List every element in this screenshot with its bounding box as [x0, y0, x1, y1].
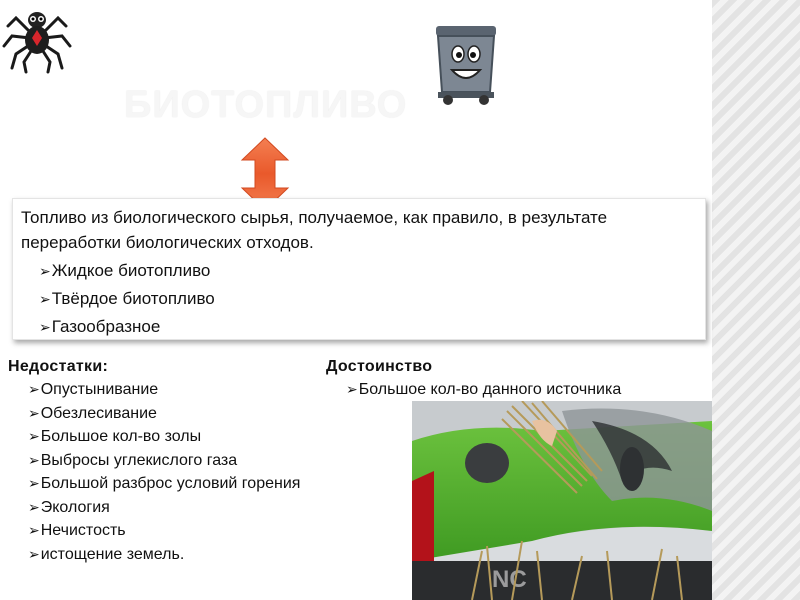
bullet-arrow-icon: ➢: [28, 451, 40, 468]
disadvantages-heading: Недостатки:: [8, 358, 109, 375]
definition-text: Топливо из биологического сырья, получаемое, как правило, в результате переработки биологических отходов.: [21, 208, 608, 252]
disadvantages-section: [8, 356, 308, 566]
list-item: ➢Большой разброс условий горения: [28, 475, 301, 492]
advantages-list: [346, 378, 716, 402]
decorative-stripe: [712, 0, 800, 600]
bullet-arrow-icon: ➢: [346, 381, 358, 397]
list-item: ➢Опустынивание: [28, 381, 159, 398]
bullet-arrow-icon: ➢: [28, 522, 40, 538]
disadvantages-list: [28, 378, 308, 566]
definition-box: [12, 198, 706, 340]
trash-can-robot-icon: [428, 20, 504, 106]
bullet-arrow-icon: ➢: [28, 475, 40, 491]
list-item: ➢Жидкое биотопливо: [39, 261, 211, 280]
list-item: ➢Обезлесивание: [28, 404, 157, 422]
bullet-arrow-icon: ➢: [39, 291, 51, 307]
advantages-heading: Достоинство: [326, 358, 433, 375]
list-item: ➢Экология: [28, 498, 110, 516]
advantages-section: [326, 356, 716, 402]
bullet-arrow-icon: ➢: [28, 381, 40, 397]
list-item: ➢Твёрдое биотопливо: [39, 289, 215, 308]
svg-text:NC: NC: [492, 566, 527, 593]
list-item: ➢истощение земель.: [28, 545, 185, 563]
bullet-arrow-icon: ➢: [28, 545, 40, 562]
bullet-arrow-icon: ➢: [28, 404, 40, 421]
list-item: ➢Нечистость: [28, 522, 126, 539]
list-item: ➢Большое кол-во данного источника: [346, 381, 622, 398]
spider-icon: [2, 0, 72, 74]
bullet-arrow-icon: ➢: [39, 319, 51, 335]
slide-title: БИОТОПЛИВО: [124, 84, 408, 126]
bullet-arrow-icon: ➢: [28, 498, 40, 515]
car-refuel-photo: [412, 401, 712, 600]
list-item: ➢Большое кол-во золы: [28, 428, 202, 445]
list-item: ➢Выбросы углекислого газа: [28, 451, 238, 469]
fuel-types-list: [39, 257, 215, 341]
list-item: ➢Газообразное: [39, 317, 161, 336]
bullet-arrow-icon: ➢: [39, 263, 51, 279]
bullet-arrow-icon: ➢: [28, 428, 40, 444]
